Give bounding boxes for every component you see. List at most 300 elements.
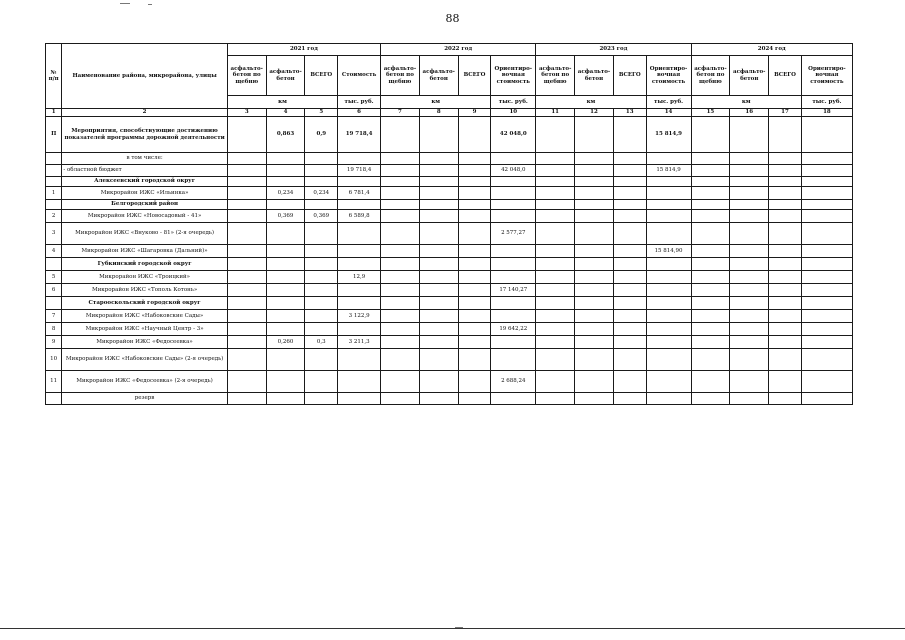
value-cell <box>419 297 458 310</box>
value-cell <box>419 393 458 405</box>
row-number-cell: 3 <box>46 223 62 245</box>
table-row <box>46 153 853 165</box>
value-cell <box>536 271 575 284</box>
unit-cell: км <box>536 96 646 109</box>
value-cell <box>266 393 305 405</box>
unit-cell: тыс. руб. <box>491 96 536 109</box>
value-cell: 0,3 <box>305 336 338 349</box>
unit-cell: тыс. руб. <box>801 96 852 109</box>
row-number-cell <box>46 297 62 310</box>
value-cell <box>769 223 802 245</box>
value-cell <box>266 177 305 187</box>
column-number-cell: 9 <box>458 109 491 117</box>
value-cell <box>646 349 691 371</box>
value-cell <box>266 271 305 284</box>
year-header-2023: 2023 год <box>536 44 691 56</box>
value-cell <box>536 393 575 405</box>
value-cell <box>691 210 730 223</box>
value-cell <box>227 349 266 371</box>
value-cell <box>458 271 491 284</box>
value-cell <box>227 177 266 187</box>
value-cell <box>338 323 381 336</box>
value-cell <box>227 336 266 349</box>
table-row <box>46 371 853 393</box>
value-cell <box>613 258 646 271</box>
value-cell <box>646 284 691 297</box>
row-number-cell: 9 <box>46 336 62 349</box>
value-cell <box>491 297 536 310</box>
col-header-number: № п/п <box>46 44 62 109</box>
value-cell <box>227 210 266 223</box>
value-cell <box>381 165 420 177</box>
value-cell: 12,9 <box>338 271 381 284</box>
section-row <box>46 177 853 187</box>
year-header-2021: 2021 год <box>227 44 380 56</box>
value-cell <box>730 210 769 223</box>
value-cell <box>227 393 266 405</box>
value-cell: 42 048,0 <box>491 117 536 153</box>
value-cell <box>458 371 491 393</box>
value-cell <box>305 271 338 284</box>
value-cell <box>536 165 575 177</box>
value-cell: 19 718,4 <box>338 117 381 153</box>
value-cell <box>227 245 266 258</box>
value-cell <box>769 284 802 297</box>
value-cell <box>381 284 420 297</box>
value-cell <box>613 210 646 223</box>
unit-cell: тыс. руб. <box>338 96 381 109</box>
value-cell <box>730 177 769 187</box>
row-name-cell: Микрорайон ИЖС «Набоковские Сады» (2-я очередь) <box>62 349 227 371</box>
value-cell <box>646 258 691 271</box>
value-cell <box>458 393 491 405</box>
value-cell <box>338 153 381 165</box>
table-row <box>46 336 853 349</box>
value-cell <box>419 245 458 258</box>
value-cell <box>575 177 614 187</box>
value-cell <box>458 153 491 165</box>
value-cell <box>801 210 852 223</box>
table-row <box>46 165 853 177</box>
value-cell <box>536 177 575 187</box>
value-cell <box>613 336 646 349</box>
program-table <box>45 43 853 405</box>
value-cell <box>730 223 769 245</box>
section-title: Губкинский городской округ <box>62 258 227 271</box>
table-header <box>46 44 853 117</box>
row-number-cell: 8 <box>46 323 62 336</box>
row-number-cell <box>46 200 62 210</box>
value-cell <box>381 393 420 405</box>
value-cell <box>730 310 769 323</box>
row-name-cell: в том числе: <box>62 153 227 165</box>
row-name-cell: Микрорайон ИЖС «Федосеевка» (2-я очередь) <box>62 371 227 393</box>
column-number-cell: 18 <box>801 109 852 117</box>
value-cell: 3 211,3 <box>338 336 381 349</box>
value-cell <box>458 336 491 349</box>
row-number-cell: 1 <box>46 187 62 200</box>
value-cell <box>801 117 852 153</box>
value-cell <box>730 323 769 336</box>
column-number-cell: 8 <box>419 109 458 117</box>
value-cell <box>458 177 491 187</box>
value-cell <box>769 210 802 223</box>
subheader-cell: Стоимость <box>338 56 381 96</box>
value-cell <box>536 258 575 271</box>
table-row <box>46 284 853 297</box>
row-name-cell: Микрорайон ИЖС «Шагаровка (Дальний)» <box>62 245 227 258</box>
value-cell <box>381 323 420 336</box>
value-cell <box>536 245 575 258</box>
value-cell <box>691 177 730 187</box>
value-cell <box>227 297 266 310</box>
col-header-name: Наименование района, микрорайона, улицы <box>62 44 227 109</box>
subheader-cell: асфальто-бетон по щебню <box>381 56 420 96</box>
value-cell <box>575 223 614 245</box>
value-cell <box>691 310 730 323</box>
column-number-cell: 10 <box>491 109 536 117</box>
value-cell <box>381 153 420 165</box>
value-cell <box>613 165 646 177</box>
value-cell <box>338 258 381 271</box>
subheader-cell: асфальто-бетон <box>266 56 305 96</box>
value-cell <box>730 245 769 258</box>
value-cell <box>305 297 338 310</box>
value-cell <box>381 223 420 245</box>
row-number-cell <box>46 393 62 405</box>
row-name-cell: - областной бюджет <box>62 165 227 177</box>
value-cell <box>613 393 646 405</box>
value-cell <box>381 310 420 323</box>
value-cell <box>458 187 491 200</box>
value-cell <box>575 284 614 297</box>
row-name-cell: Мероприятия, способствующие достижению показателей программы дорожной деятельности <box>62 117 227 153</box>
value-cell <box>266 153 305 165</box>
value-cell <box>801 187 852 200</box>
subheader-cell: ВСЕГО <box>458 56 491 96</box>
value-cell <box>458 258 491 271</box>
value-cell <box>769 323 802 336</box>
value-cell <box>575 165 614 177</box>
value-cell: 2 688,24 <box>491 371 536 393</box>
value-cell <box>381 200 420 210</box>
value-cell <box>613 117 646 153</box>
value-cell <box>458 223 491 245</box>
value-cell <box>730 117 769 153</box>
table-row <box>46 271 853 284</box>
value-cell <box>266 165 305 177</box>
value-cell <box>536 200 575 210</box>
value-cell <box>419 284 458 297</box>
unit-cell: км <box>381 96 491 109</box>
value-cell <box>266 223 305 245</box>
value-cell <box>801 271 852 284</box>
value-cell <box>419 336 458 349</box>
table-row <box>46 210 853 223</box>
value-cell <box>691 200 730 210</box>
value-cell <box>305 371 338 393</box>
value-cell <box>305 284 338 297</box>
table-row <box>46 223 853 245</box>
value-cell <box>305 165 338 177</box>
value-cell <box>613 310 646 323</box>
value-cell <box>575 245 614 258</box>
value-cell <box>646 310 691 323</box>
value-cell <box>419 223 458 245</box>
subheader-cell: асфальто-бетон <box>730 56 769 96</box>
value-cell <box>419 187 458 200</box>
value-cell <box>419 349 458 371</box>
scan-mark <box>120 3 130 4</box>
value-cell: 2 577,27 <box>491 223 536 245</box>
value-cell <box>381 177 420 187</box>
value-cell <box>536 284 575 297</box>
value-cell <box>536 297 575 310</box>
value-cell <box>458 117 491 153</box>
value-cell <box>575 323 614 336</box>
value-cell <box>536 310 575 323</box>
value-cell: 3 122,9 <box>338 310 381 323</box>
row-name-cell: резерв <box>62 393 227 405</box>
value-cell <box>646 323 691 336</box>
value-cell <box>305 223 338 245</box>
value-cell <box>801 297 852 310</box>
column-number-cell: 15 <box>691 109 730 117</box>
value-cell <box>381 336 420 349</box>
value-cell <box>730 271 769 284</box>
value-cell <box>575 117 614 153</box>
value-cell: 19 642,22 <box>491 323 536 336</box>
value-cell <box>338 371 381 393</box>
column-number-cell: 13 <box>613 109 646 117</box>
value-cell <box>801 153 852 165</box>
value-cell <box>646 336 691 349</box>
row-number-cell: 5 <box>46 271 62 284</box>
value-cell <box>419 153 458 165</box>
value-cell <box>536 210 575 223</box>
value-cell <box>338 200 381 210</box>
value-cell <box>646 371 691 393</box>
value-cell <box>801 284 852 297</box>
value-cell <box>266 258 305 271</box>
value-cell <box>536 323 575 336</box>
value-cell <box>491 177 536 187</box>
value-cell <box>458 323 491 336</box>
page-number: 88 <box>445 12 460 25</box>
value-cell <box>801 349 852 371</box>
column-number-cell: 6 <box>338 109 381 117</box>
column-number-cell: 1 <box>46 109 62 117</box>
value-cell <box>338 297 381 310</box>
value-cell <box>613 371 646 393</box>
value-cell <box>691 153 730 165</box>
value-cell <box>266 245 305 258</box>
value-cell <box>536 371 575 393</box>
row-name-cell: Микрорайон ИЖС «Тополь Котонь» <box>62 284 227 297</box>
value-cell <box>730 165 769 177</box>
value-cell <box>305 153 338 165</box>
value-cell <box>266 284 305 297</box>
value-cell <box>419 310 458 323</box>
value-cell <box>801 371 852 393</box>
value-cell <box>769 177 802 187</box>
subheader-cell: Ориентиро-вочная стоимость <box>801 56 852 96</box>
section-title: Старооскольский городской округ <box>62 297 227 310</box>
row-number-cell: 2 <box>46 210 62 223</box>
value-cell <box>613 245 646 258</box>
value-cell <box>730 336 769 349</box>
value-cell <box>691 165 730 177</box>
value-cell <box>691 284 730 297</box>
column-number-cell: 2 <box>62 109 227 117</box>
value-cell <box>691 349 730 371</box>
scan-mark <box>148 4 152 5</box>
value-cell <box>691 223 730 245</box>
value-cell <box>730 349 769 371</box>
value-cell <box>801 223 852 245</box>
value-cell <box>769 336 802 349</box>
value-cell <box>419 323 458 336</box>
row-number-cell <box>46 153 62 165</box>
value-cell <box>419 271 458 284</box>
row-number-cell <box>46 165 62 177</box>
value-cell <box>536 117 575 153</box>
value-cell <box>419 210 458 223</box>
subheader-cell: Ориентиро-вочная стоимость <box>491 56 536 96</box>
value-cell <box>266 371 305 393</box>
value-cell: 0,9 <box>305 117 338 153</box>
value-cell <box>338 393 381 405</box>
value-cell <box>575 336 614 349</box>
value-cell <box>227 271 266 284</box>
value-cell <box>613 297 646 310</box>
section-title: Алексеевский городской округ <box>62 177 227 187</box>
subheader-cell: Ориентиро-вочная стоимость <box>646 56 691 96</box>
value-cell <box>801 323 852 336</box>
value-cell <box>381 245 420 258</box>
value-cell <box>730 284 769 297</box>
value-cell <box>730 200 769 210</box>
section-row <box>46 200 853 210</box>
unit-cell: тыс. руб. <box>646 96 691 109</box>
subheader-cell: асфальто-бетон <box>419 56 458 96</box>
value-cell <box>338 245 381 258</box>
value-cell <box>338 349 381 371</box>
value-cell <box>575 258 614 271</box>
value-cell <box>536 223 575 245</box>
value-cell <box>613 153 646 165</box>
value-cell: 0,863 <box>266 117 305 153</box>
value-cell <box>305 177 338 187</box>
column-number-cell: 3 <box>227 109 266 117</box>
value-cell <box>227 323 266 336</box>
value-cell <box>381 258 420 271</box>
table-row <box>46 323 853 336</box>
row-number-cell: 4 <box>46 245 62 258</box>
value-cell <box>381 371 420 393</box>
value-cell <box>491 393 536 405</box>
value-cell <box>613 200 646 210</box>
unit-cell: км <box>227 96 337 109</box>
column-number-cell: 16 <box>730 109 769 117</box>
value-cell <box>266 200 305 210</box>
value-cell: 6 589,8 <box>338 210 381 223</box>
value-cell: 0,234 <box>266 187 305 200</box>
value-cell <box>691 393 730 405</box>
value-cell <box>613 223 646 245</box>
value-cell <box>769 371 802 393</box>
row-number-cell: 6 <box>46 284 62 297</box>
row-number-cell: 10 <box>46 349 62 371</box>
value-cell <box>646 393 691 405</box>
value-cell <box>730 371 769 393</box>
value-cell <box>227 371 266 393</box>
row-number-cell: 11 <box>46 371 62 393</box>
value-cell <box>646 271 691 284</box>
year-header-2022: 2022 год <box>381 44 536 56</box>
value-cell <box>575 393 614 405</box>
value-cell <box>769 297 802 310</box>
value-cell <box>691 187 730 200</box>
value-cell <box>458 245 491 258</box>
value-cell <box>491 310 536 323</box>
value-cell <box>536 336 575 349</box>
value-cell <box>491 153 536 165</box>
subheader-cell: асфальто-бетон по щебню <box>536 56 575 96</box>
value-cell <box>801 200 852 210</box>
value-cell <box>491 187 536 200</box>
value-cell <box>381 210 420 223</box>
value-cell <box>266 297 305 310</box>
value-cell <box>575 371 614 393</box>
value-cell <box>266 310 305 323</box>
column-number-cell: 11 <box>536 109 575 117</box>
row-number-cell: 7 <box>46 310 62 323</box>
value-cell <box>801 258 852 271</box>
table-row <box>46 310 853 323</box>
value-cell <box>613 271 646 284</box>
value-cell <box>691 245 730 258</box>
table-row <box>46 349 853 371</box>
value-cell <box>381 117 420 153</box>
value-cell <box>381 349 420 371</box>
value-cell <box>419 200 458 210</box>
row-name-cell: Микрорайон ИЖС «Новосадовый - 41» <box>62 210 227 223</box>
value-cell <box>491 258 536 271</box>
value-cell <box>769 165 802 177</box>
value-cell <box>801 310 852 323</box>
value-cell <box>305 258 338 271</box>
section-row <box>46 258 853 271</box>
subheader-cell: ВСЕГО <box>613 56 646 96</box>
value-cell <box>491 210 536 223</box>
column-number-cell: 7 <box>381 109 420 117</box>
section-row <box>46 297 853 310</box>
value-cell <box>419 177 458 187</box>
value-cell <box>227 223 266 245</box>
value-cell <box>419 371 458 393</box>
value-cell <box>691 258 730 271</box>
value-cell <box>491 271 536 284</box>
value-cell <box>613 187 646 200</box>
value-cell <box>575 310 614 323</box>
value-cell <box>227 187 266 200</box>
value-cell: 15 814,9 <box>646 117 691 153</box>
value-cell <box>769 187 802 200</box>
value-cell <box>227 258 266 271</box>
value-cell <box>305 245 338 258</box>
value-cell <box>646 297 691 310</box>
